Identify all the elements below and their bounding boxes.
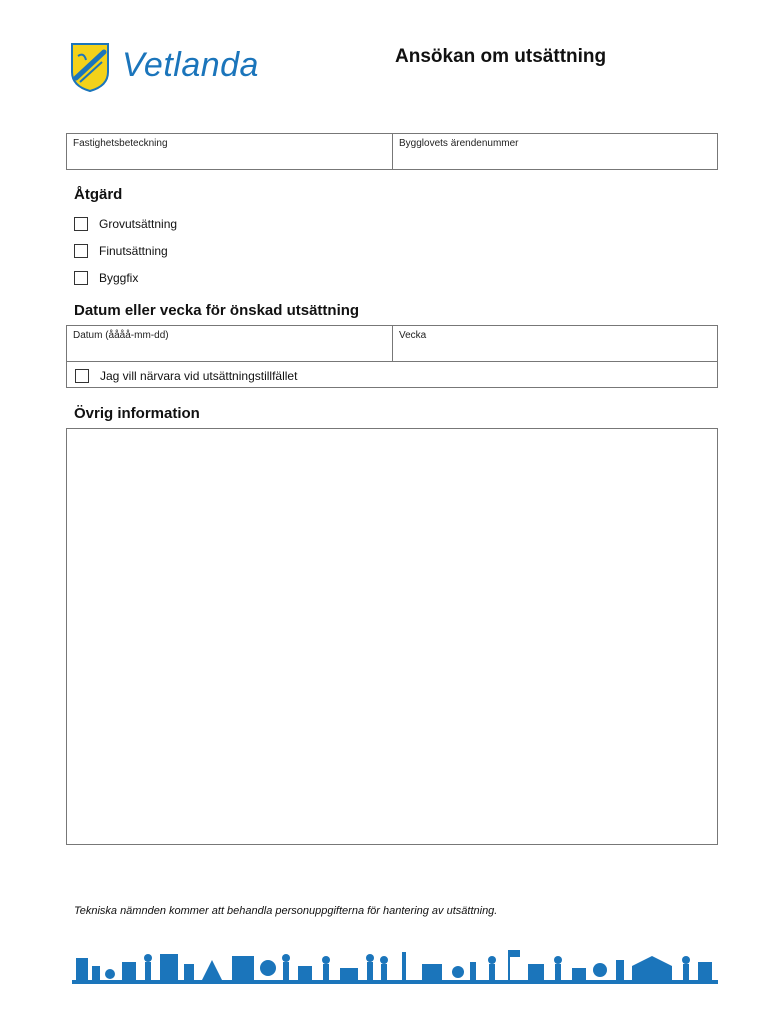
week-label: Vecka <box>399 330 427 341</box>
option-grovutsattning[interactable] <box>74 215 177 233</box>
checkbox[interactable] <box>74 217 88 231</box>
datum-row <box>66 325 718 362</box>
option-finutsattning[interactable] <box>74 242 168 260</box>
datum-heading: Datum eller vecka för önskad utsättning <box>74 302 360 319</box>
ovrig-textarea[interactable] <box>66 428 718 845</box>
checkbox[interactable] <box>74 271 88 285</box>
attend-checkbox[interactable] <box>75 369 89 383</box>
week-field[interactable] <box>393 326 717 361</box>
date-field[interactable] <box>67 326 392 361</box>
property-row <box>66 133 718 170</box>
option-label: Byggfix <box>99 271 139 285</box>
attend-option[interactable] <box>75 367 297 385</box>
logo-text: Vetlanda <box>122 46 259 84</box>
bygglov-label: Bygglovets ärendenummer <box>399 138 519 149</box>
bygglov-field[interactable] <box>393 134 717 169</box>
town-silhouette-icon <box>72 944 718 984</box>
option-label: Finutsättning <box>99 244 168 258</box>
privacy-note: Tekniska nämnden kommer att behandla personuppgifterna för hantering av utsättning. <box>74 905 498 917</box>
fastighet-field[interactable] <box>67 134 392 169</box>
illustration-strip <box>72 944 718 984</box>
attend-row[interactable] <box>66 361 718 388</box>
attend-label: Jag vill närvara vid utsättningstillfället <box>100 369 298 383</box>
fastighet-label: Fastighetsbeteckning <box>73 138 168 149</box>
date-label: Datum (åååå-mm-dd) <box>73 330 169 341</box>
option-byggfix[interactable] <box>74 269 138 287</box>
ovrig-heading: Övrig information <box>74 405 200 422</box>
checkbox[interactable] <box>74 244 88 258</box>
option-label: Grovutsättning <box>99 217 178 231</box>
vetlanda-logo <box>70 42 270 94</box>
coat-of-arms-icon <box>70 42 110 92</box>
page-title: Ansökan om utsättning <box>395 46 607 67</box>
atgard-heading: Åtgärd <box>74 186 123 203</box>
